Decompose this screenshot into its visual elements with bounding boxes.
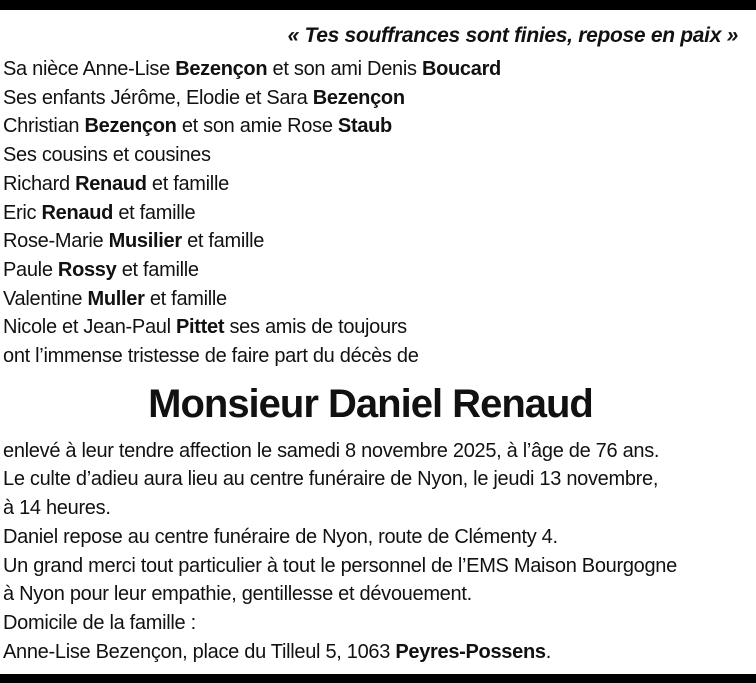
text-segment: Daniel repose au centre funéraire de Nyon, route de Clémenty 4. <box>3 525 558 548</box>
text-segment: Anne-Lise Bezençon, place du Tilleul 5, 1063 <box>3 640 396 663</box>
notice-line <box>3 112 738 141</box>
emphasized-name: Renaud <box>75 172 147 195</box>
epitaph-quote: « Tes souffrances sont finies, repose en paix » <box>287 24 738 47</box>
top-border-bar <box>0 0 756 10</box>
emphasized-name: Boucard <box>421 58 501 80</box>
notice-line <box>3 141 738 170</box>
text-segment: et famille <box>181 230 265 253</box>
notice-line <box>3 638 738 667</box>
notice-line <box>3 580 738 609</box>
notice-line <box>3 465 738 494</box>
text-segment: et son ami Denis <box>267 58 422 80</box>
emphasized-name: Pittet <box>176 316 225 339</box>
deceased-name-title: Monsieur Daniel Renaud <box>148 381 593 426</box>
text-segment: et famille <box>144 287 227 310</box>
emphasized-name: Bezençon <box>84 115 177 138</box>
emphasized-name: Muller <box>87 287 145 310</box>
notice-content <box>0 10 756 666</box>
emphasized-name: Staub <box>337 115 392 138</box>
text-segment: Richard <box>3 172 76 195</box>
notice-line <box>3 256 738 285</box>
bottom-border-bar <box>0 674 756 683</box>
text-segment: Sa nièce Anne-Lise <box>3 58 176 80</box>
text-segment: et famille <box>113 201 196 224</box>
text-segment: Rose-Marie <box>3 230 109 253</box>
text-segment: à 14 heures. <box>3 497 111 520</box>
text-segment: à Nyon pour leur empathie, gentillesse et dévouement. <box>3 583 472 606</box>
text-segment: Paule <box>3 258 58 281</box>
text-segment: . <box>545 640 551 663</box>
emphasized-name: Bezençon <box>175 58 268 80</box>
emphasized-name: Renaud <box>41 201 114 224</box>
text-segment: Domicile de la famille : <box>3 611 196 634</box>
text-segment: Christian <box>3 115 85 138</box>
notice-line <box>3 437 738 466</box>
notice-line <box>3 609 738 638</box>
notice-line <box>3 84 738 113</box>
text-segment: Nicole et Jean-Paul <box>3 316 176 339</box>
text-segment: enlevé à leur tendre affection le samedi 8 novembre 2025, à l’âge de 76 ans. <box>3 439 660 462</box>
text-segment: Le culte d’adieu aura lieu au centre funéraire de Nyon, le jeudi 13 novembre, <box>3 468 659 491</box>
text-segment: et son amie Rose <box>176 115 338 138</box>
notice-line <box>3 285 738 314</box>
notice-line <box>3 55 738 84</box>
emphasized-name: Peyres-Possens <box>395 640 546 663</box>
notice-line <box>3 494 738 523</box>
notice-line <box>3 313 738 342</box>
emphasized-name: Bezençon <box>312 86 405 109</box>
text-segment: Un grand merci tout particulier à tout le personnel de l’EMS Maison Bourgogne <box>3 554 677 577</box>
notice-line <box>3 342 738 371</box>
text-segment: Eric <box>3 201 42 224</box>
funeral-details <box>3 437 738 667</box>
text-segment: et famille <box>116 258 199 281</box>
text-segment: Ses cousins et cousines <box>3 144 211 167</box>
mourners-list <box>3 55 738 371</box>
notice-line <box>3 523 738 552</box>
text-segment: Valentine <box>3 287 88 310</box>
notice-line <box>3 227 738 256</box>
notice-line <box>3 552 738 581</box>
emphasized-name: Rossy <box>57 258 117 281</box>
text-segment: Ses enfants Jérôme, Elodie et Sara <box>3 86 313 109</box>
notice-line <box>3 199 738 228</box>
emphasized-name: Musilier <box>108 230 182 253</box>
text-segment: ont l’immense tristesse de faire part du décès de <box>3 345 419 368</box>
text-segment: et famille <box>146 172 229 195</box>
text-segment: ses amis de toujours <box>224 316 407 339</box>
notice-line <box>3 170 738 199</box>
